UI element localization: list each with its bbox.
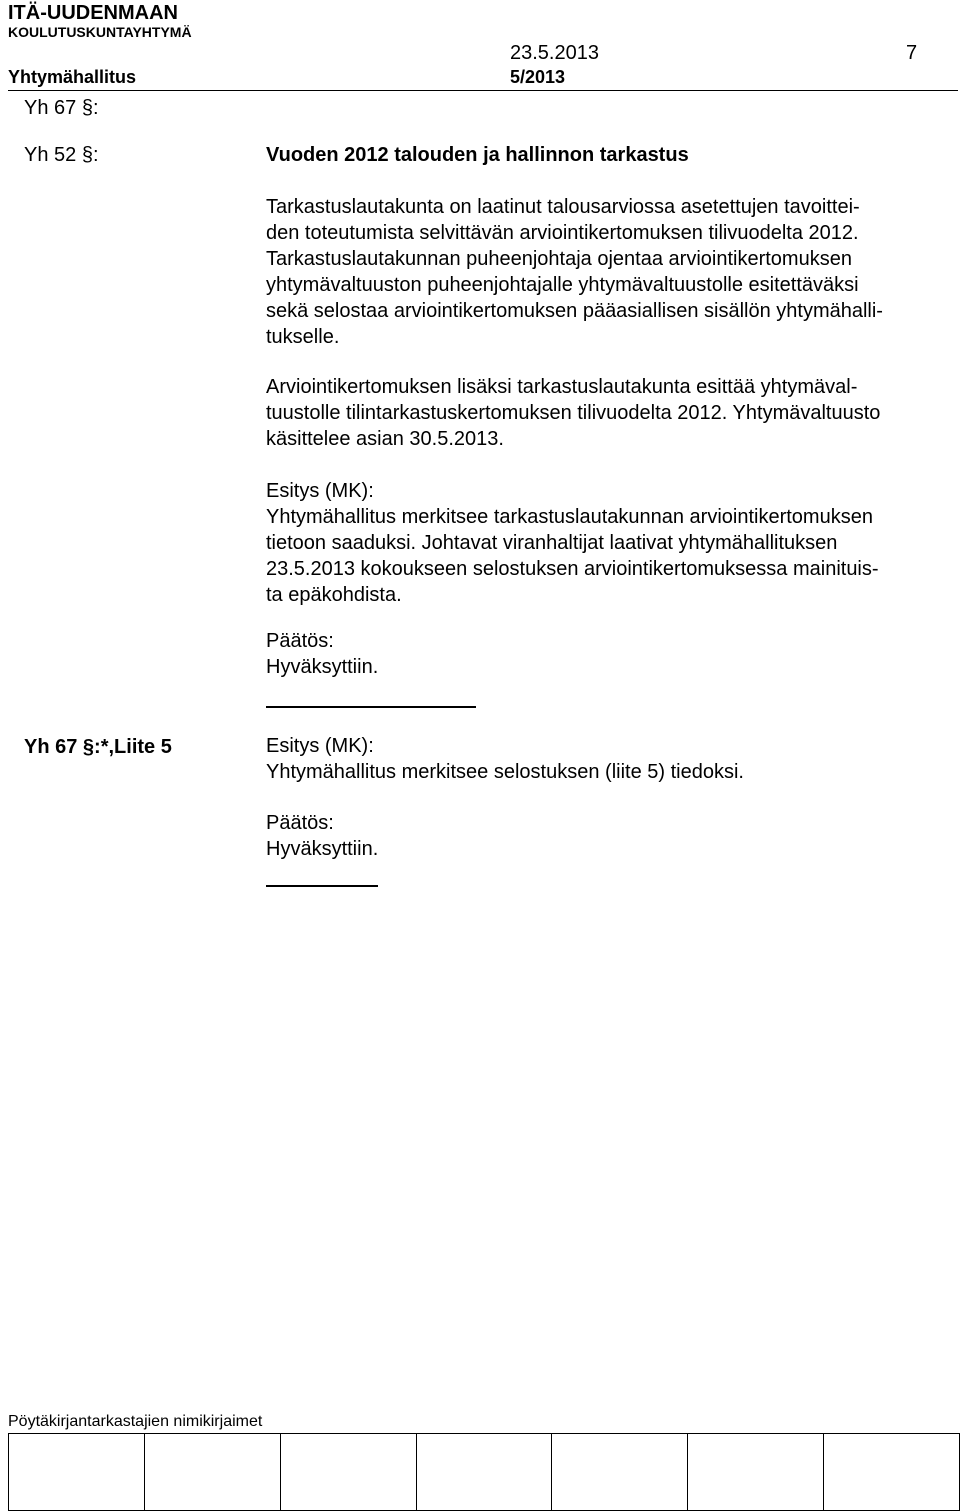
- header-section-ref: Yh 67 §:: [24, 97, 99, 119]
- proposal-label: Esitys (MK):: [266, 480, 374, 502]
- proposal-line: tietoon saaduksi. Johtavat viranhaltijat laativat yhtymähallituksen: [266, 532, 838, 554]
- proposal-line: Yhtymähallitus merkitsee tarkastuslautakunnan arviointikertomuksen: [266, 506, 873, 528]
- paragraph-line: Arviointikertomuksen lisäksi tarkastuslautakunta esittää yhtymäval-: [266, 376, 858, 398]
- paragraph-line: käsittelee asian 30.5.2013.: [266, 428, 504, 450]
- organization-name: ITÄ-UUDENMAAN: [8, 2, 178, 24]
- section-label: Yh 52 §:: [24, 144, 99, 166]
- section-title: Vuoden 2012 talouden ja hallinnon tarkastus: [266, 144, 689, 166]
- initials-box: [824, 1434, 960, 1511]
- initials-box: [280, 1434, 416, 1511]
- section-end-rule: [266, 706, 476, 708]
- decision-text: Hyväksyttiin.: [266, 838, 379, 860]
- decision-label: Päätös:: [266, 630, 334, 652]
- paragraph-line: yhtymävaltuuston puheenjohtajalle yhtymävaltuustolle esitettäväksi: [266, 274, 859, 296]
- proposal-line: Yhtymähallitus merkitsee selostuksen (liite 5) tiedoksi.: [266, 761, 744, 783]
- initials-box: [552, 1434, 688, 1511]
- proposal-block: [266, 478, 956, 608]
- paragraph-line: sekä selostaa arviointikertomuksen pääasiallisen sisällön yhtymähalli-: [266, 300, 883, 322]
- page-number: 7: [906, 42, 918, 64]
- meeting-number: 5/2013: [510, 67, 566, 87]
- proposal-label: Esitys (MK):: [266, 735, 374, 757]
- initials-box: [416, 1434, 552, 1511]
- proposal-line: 23.5.2013 kokoukseen selostuksen arviointikertomuksessa mainituis-: [266, 558, 879, 580]
- meeting-date: 23.5.2013: [510, 42, 599, 64]
- initials-box: [9, 1434, 145, 1511]
- decision-label: Päätös:: [266, 812, 334, 834]
- initials-box: [144, 1434, 280, 1511]
- header-divider: [8, 90, 958, 91]
- paragraph-line: tuustolle tilintarkastuskertomuksen tilivuodelta 2012. Yhtymävaltuusto: [266, 402, 881, 424]
- decision-text: Hyväksyttiin.: [266, 656, 379, 678]
- paragraph: [266, 374, 956, 452]
- initials-box: [688, 1434, 824, 1511]
- paragraph-line: tukselle.: [266, 326, 340, 348]
- organization-subtitle: KOULUTUSKUNTAYHTYMÄ: [8, 24, 192, 40]
- body-name: Yhtymähallitus: [8, 67, 137, 87]
- initials-boxes: [8, 1433, 960, 1511]
- section-end-rule: [266, 885, 378, 887]
- paragraph-line: Tarkastuslautakunta on laatinut talousarviossa asetettujen tavoittei-: [266, 196, 860, 218]
- paragraph: [266, 194, 956, 350]
- paragraph-line: den toteutumista selvittävän arviointikertomuksen tilivuodelta 2012.: [266, 222, 859, 244]
- initials-label: Pöytäkirjantarkastajien nimikirjaimet: [8, 1413, 263, 1430]
- decision-block: [266, 628, 956, 680]
- section-label: Yh 67 §:*,Liite 5: [24, 736, 172, 758]
- proposal-block: [266, 733, 956, 785]
- paragraph-line: Tarkastuslautakunnan puheenjohtaja ojentaa arviointikertomuksen: [266, 248, 852, 270]
- proposal-line: ta epäkohdista.: [266, 584, 402, 606]
- decision-block: [266, 810, 956, 862]
